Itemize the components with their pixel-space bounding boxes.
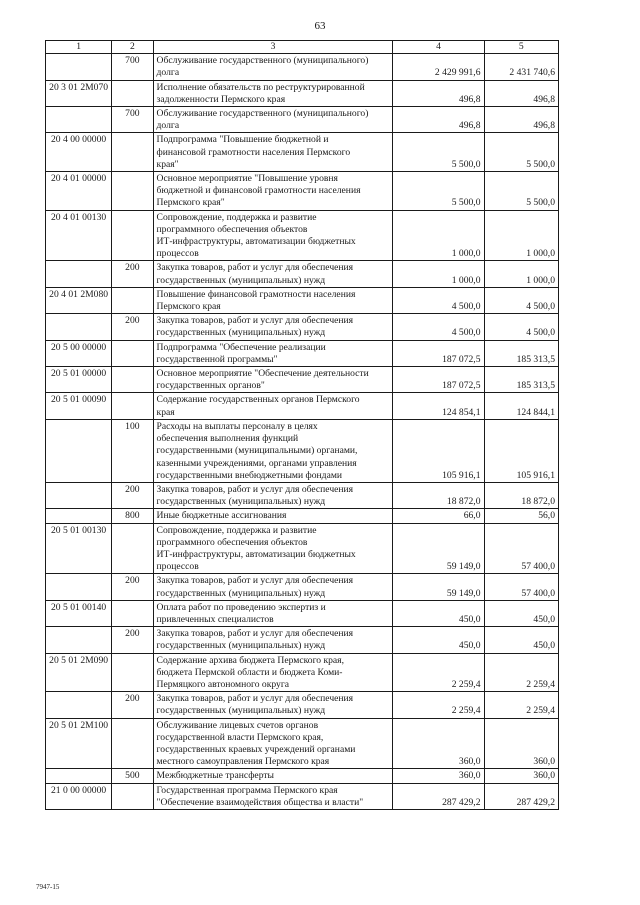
amount-year2-cell: 4 500,0 (484, 314, 559, 340)
amount-year2-cell: 18 872,0 (484, 482, 559, 508)
amount-year1-cell: 450,0 (393, 627, 484, 653)
item-name-cell: Государственная программа Пермского края "Обеспечение взаимодействия общества и власти" (153, 783, 393, 809)
item-name-cell: Закупка товаров, работ и услуг для обеспечения государственных (муниципальных) нужд (153, 261, 393, 287)
item-name-cell: Иные бюджетные ассигнования (153, 509, 393, 523)
item-name-cell: Обслуживание государственного (муниципального) долга (153, 107, 393, 133)
page-number: 63 (314, 20, 326, 32)
expense-type-cell (112, 172, 153, 211)
amount-year2-cell: 185 313,5 (484, 367, 559, 393)
table-row (46, 718, 559, 769)
expense-type-cell: 800 (112, 509, 153, 523)
expense-type-cell (112, 340, 153, 366)
classification-code-cell (46, 627, 112, 653)
table-row (46, 54, 559, 80)
amount-year1-cell: 5 500,0 (393, 133, 484, 172)
expense-type-cell (112, 367, 153, 393)
amount-year2-cell: 360,0 (484, 718, 559, 769)
expense-type-cell: 700 (112, 107, 153, 133)
column-header-4: 4 (393, 41, 484, 54)
classification-code-cell: 21 0 00 00000 (46, 783, 112, 809)
table-row (46, 509, 559, 523)
classification-code-cell: 20 5 01 00140 (46, 600, 112, 626)
column-header-1: 1 (46, 41, 112, 54)
classification-code-cell (46, 509, 112, 523)
amount-year1-cell: 360,0 (393, 718, 484, 769)
amount-year1-cell: 1 000,0 (393, 261, 484, 287)
amount-year1-cell: 4 500,0 (393, 287, 484, 313)
classification-code-cell: 20 5 01 00130 (46, 523, 112, 574)
table-row (46, 600, 559, 626)
amount-year1-cell: 4 500,0 (393, 314, 484, 340)
table-row (46, 574, 559, 600)
classification-code-cell: 20 5 00 00000 (46, 340, 112, 366)
amount-year1-cell: 59 149,0 (393, 523, 484, 574)
amount-year1-cell: 2 429 991,6 (393, 54, 484, 80)
amount-year2-cell: 5 500,0 (484, 133, 559, 172)
amount-year2-cell: 2 259,4 (484, 653, 559, 692)
classification-code-cell: 20 4 01 00000 (46, 172, 112, 211)
classification-code-cell: 20 5 01 00000 (46, 367, 112, 393)
expense-type-cell: 200 (112, 482, 153, 508)
classification-code-cell (46, 54, 112, 80)
classification-code-cell: 20 4 01 00130 (46, 210, 112, 261)
amount-year2-cell: 450,0 (484, 600, 559, 626)
amount-year2-cell: 2 259,4 (484, 692, 559, 718)
expense-type-cell: 200 (112, 574, 153, 600)
amount-year1-cell: 2 259,4 (393, 692, 484, 718)
table-row (46, 80, 559, 106)
amount-year1-cell: 66,0 (393, 509, 484, 523)
column-header-2: 2 (112, 41, 153, 54)
amount-year1-cell: 450,0 (393, 600, 484, 626)
table-row (46, 692, 559, 718)
amount-year1-cell: 287 429,2 (393, 783, 484, 809)
table-row (46, 133, 559, 172)
classification-code-cell (46, 482, 112, 508)
expense-type-cell (112, 653, 153, 692)
amount-year2-cell: 185 313,5 (484, 340, 559, 366)
amount-year2-cell: 56,0 (484, 509, 559, 523)
expense-type-cell (112, 523, 153, 574)
amount-year1-cell: 496,8 (393, 80, 484, 106)
item-name-cell: Основное мероприятие "Обеспечение деятельности государственных органов" (153, 367, 393, 393)
amount-year1-cell: 105 916,1 (393, 419, 484, 482)
table-header-row (46, 41, 559, 54)
classification-code-cell: 20 4 00 00000 (46, 133, 112, 172)
item-name-cell: Закупка товаров, работ и услуг для обеспечения государственных (муниципальных) нужд (153, 692, 393, 718)
amount-year2-cell: 105 916,1 (484, 419, 559, 482)
expense-type-cell (112, 783, 153, 809)
table-row (46, 783, 559, 809)
column-header-3: 3 (153, 41, 393, 54)
amount-year1-cell: 360,0 (393, 769, 484, 783)
table-row (46, 482, 559, 508)
classification-code-cell: 20 5 01 2М090 (46, 653, 112, 692)
amount-year2-cell: 287 429,2 (484, 783, 559, 809)
footer-document-code: 7947-15 (36, 883, 60, 891)
table-row (46, 172, 559, 211)
amount-year2-cell: 496,8 (484, 80, 559, 106)
amount-year2-cell: 124 844,1 (484, 393, 559, 419)
table-row (46, 523, 559, 574)
amount-year2-cell: 57 400,0 (484, 523, 559, 574)
classification-code-cell: 20 5 01 00090 (46, 393, 112, 419)
amount-year2-cell: 1 000,0 (484, 210, 559, 261)
expense-type-cell: 200 (112, 692, 153, 718)
item-name-cell: Сопровождение, поддержка и развитие программного обеспечения объектов ИТ-инфраструктуры, автоматизации бюджетных процессов (153, 523, 393, 574)
expense-type-cell: 200 (112, 314, 153, 340)
table-body (46, 54, 559, 810)
classification-code-cell (46, 574, 112, 600)
table-row (46, 419, 559, 482)
item-name-cell: Сопровождение, поддержка и развитие программного обеспечения объектов ИТ-инфраструктуры, автоматизации бюджетных процессов (153, 210, 393, 261)
amount-year2-cell: 496,8 (484, 107, 559, 133)
expense-type-cell (112, 210, 153, 261)
classification-code-cell (46, 692, 112, 718)
table-row (46, 367, 559, 393)
table-row (46, 627, 559, 653)
item-name-cell: Содержание архива бюджета Пермского края, бюджета Пермской области и бюджета Коми- Пермяцкого автономного округа (153, 653, 393, 692)
table-row (46, 261, 559, 287)
amount-year1-cell: 496,8 (393, 107, 484, 133)
expense-type-cell: 200 (112, 627, 153, 653)
table-row (46, 393, 559, 419)
classification-code-cell (46, 419, 112, 482)
expense-type-cell (112, 80, 153, 106)
expense-type-cell (112, 393, 153, 419)
amount-year2-cell: 450,0 (484, 627, 559, 653)
item-name-cell: Закупка товаров, работ и услуг для обеспечения государственных (муниципальных) нужд (153, 627, 393, 653)
item-name-cell: Подпрограмма "Обеспечение реализации государственной программы" (153, 340, 393, 366)
classification-code-cell: 20 5 01 2М100 (46, 718, 112, 769)
expense-type-cell: 200 (112, 261, 153, 287)
classification-code-cell: 20 3 01 2М070 (46, 80, 112, 106)
item-name-cell: Основное мероприятие "Повышение уровня бюджетной и финансовой грамотности населения Пермского края" (153, 172, 393, 211)
item-name-cell: Межбюджетные трансферты (153, 769, 393, 783)
amount-year1-cell: 59 149,0 (393, 574, 484, 600)
item-name-cell: Оплата работ по проведению экспертиз и привлеченных специалистов (153, 600, 393, 626)
classification-code-cell (46, 107, 112, 133)
amount-year1-cell: 187 072,5 (393, 340, 484, 366)
expense-type-cell (112, 287, 153, 313)
expense-type-cell (112, 133, 153, 172)
expense-type-cell (112, 600, 153, 626)
item-name-cell: Обслуживание лицевых счетов органов государственной власти Пермского края, государственных краевых учреждений органами местного самоуправления Пермского края (153, 718, 393, 769)
table-row (46, 314, 559, 340)
expense-type-cell: 700 (112, 54, 153, 80)
item-name-cell: Закупка товаров, работ и услуг для обеспечения государственных (муниципальных) нужд (153, 482, 393, 508)
amount-year1-cell: 187 072,5 (393, 367, 484, 393)
amount-year1-cell: 5 500,0 (393, 172, 484, 211)
table-row (46, 210, 559, 261)
expense-type-cell (112, 718, 153, 769)
amount-year2-cell: 5 500,0 (484, 172, 559, 211)
classification-code-cell: 20 4 01 2М080 (46, 287, 112, 313)
item-name-cell: Повышение финансовой грамотности населения Пермского края (153, 287, 393, 313)
column-header-5: 5 (484, 41, 559, 54)
amount-year1-cell: 1 000,0 (393, 210, 484, 261)
amount-year2-cell: 360,0 (484, 769, 559, 783)
amount-year1-cell: 124 854,1 (393, 393, 484, 419)
item-name-cell: Подпрограмма "Повышение бюджетной и финансовой грамотности населения Пермского края" (153, 133, 393, 172)
item-name-cell: Обслуживание государственного (муниципального) долга (153, 54, 393, 80)
item-name-cell: Закупка товаров, работ и услуг для обеспечения государственных (муниципальных) нужд (153, 314, 393, 340)
classification-code-cell (46, 261, 112, 287)
amount-year2-cell: 1 000,0 (484, 261, 559, 287)
amount-year2-cell: 4 500,0 (484, 287, 559, 313)
budget-table (45, 40, 559, 810)
table-row (46, 653, 559, 692)
expense-type-cell: 500 (112, 769, 153, 783)
classification-code-cell (46, 769, 112, 783)
amount-year2-cell: 57 400,0 (484, 574, 559, 600)
table-row (46, 287, 559, 313)
expense-type-cell: 100 (112, 419, 153, 482)
amount-year1-cell: 18 872,0 (393, 482, 484, 508)
table-row (46, 107, 559, 133)
amount-year1-cell: 2 259,4 (393, 653, 484, 692)
table-row (46, 340, 559, 366)
item-name-cell: Закупка товаров, работ и услуг для обеспечения государственных (муниципальных) нужд (153, 574, 393, 600)
table-row (46, 769, 559, 783)
classification-code-cell (46, 314, 112, 340)
item-name-cell: Исполнение обязательств по реструктурированной задолженности Пермского края (153, 80, 393, 106)
item-name-cell: Расходы на выплаты персоналу в целях обеспечения выполнения функций государственными (муниципальными) органами, казенными учреждениями, органами управления государственными внебюджетными фондами (153, 419, 393, 482)
amount-year2-cell: 2 431 740,6 (484, 54, 559, 80)
item-name-cell: Содержание государственных органов Пермского края (153, 393, 393, 419)
